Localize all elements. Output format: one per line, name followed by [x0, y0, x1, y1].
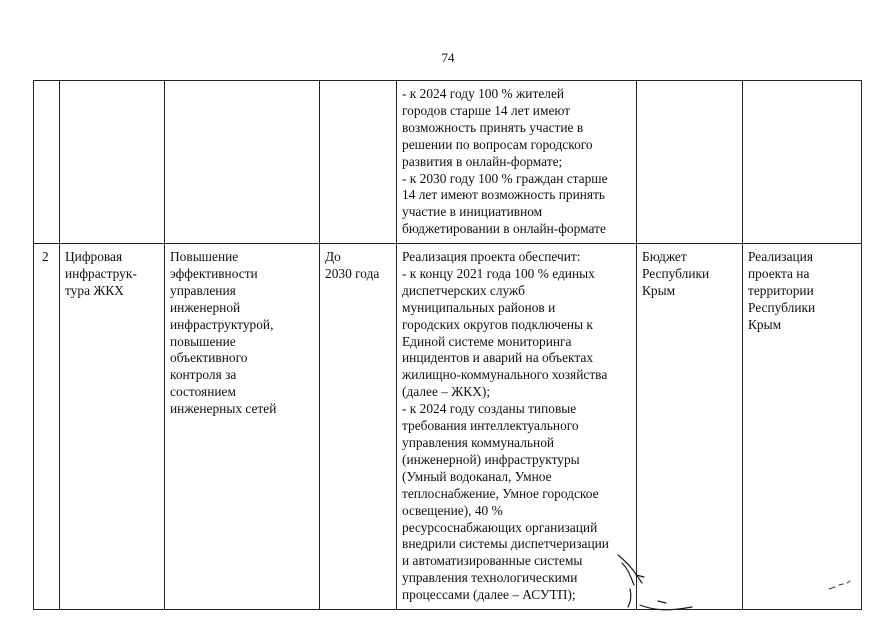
- cell-text-line: Цифровая: [65, 249, 123, 264]
- cell-text-line: инфраструк-: [65, 265, 137, 281]
- cell-text-line: Повышение: [170, 249, 239, 264]
- cell-text-line: Бюджет: [642, 249, 687, 264]
- cell-text-line: управления коммунальной: [402, 434, 555, 450]
- implementation-place-cell: [743, 244, 862, 610]
- table-row: [34, 81, 862, 244]
- cell-text-line: Республики: [748, 299, 816, 315]
- cell-text-line: ресурсоснабжающих организаций: [402, 519, 598, 535]
- row-number-cell: 2: [34, 244, 60, 610]
- row-number-cell: [34, 81, 60, 244]
- cell-text-line: решении по вопросам городского: [402, 136, 593, 152]
- cell-text-line: и автоматизированные системы: [402, 553, 583, 569]
- project-goal-cell: [165, 81, 320, 244]
- project-table: [33, 80, 862, 610]
- cell-text-line: - к концу 2021 года 100 % единых: [402, 265, 595, 281]
- page-number: 74: [441, 50, 455, 65]
- cell-text-line: контроля за: [170, 367, 237, 383]
- cell-text-line: процессами (далее – АСУТП);: [402, 587, 576, 603]
- cell-text-line: 14 лет имеют возможность принять: [402, 187, 606, 203]
- cell-text-line: 2030 года: [325, 265, 380, 281]
- cell-text-line: возможность принять участие в: [402, 119, 584, 135]
- cell-text-line: Реализация: [748, 249, 814, 264]
- cell-text-line: (далее – ЖКХ);: [402, 384, 491, 400]
- cell-text-line: состоянием: [170, 384, 236, 400]
- cell-text-line: Республики: [642, 265, 710, 281]
- funding-source-cell: [637, 244, 743, 610]
- project-term-cell: [320, 81, 397, 244]
- cell-text-line: тура ЖКХ: [65, 282, 124, 298]
- cell-text-line: инфраструктурой,: [170, 316, 274, 332]
- table-row: [34, 244, 862, 610]
- cell-text-line: управления: [170, 282, 236, 298]
- cell-text-line: (инженерной) инфраструктуры: [402, 451, 580, 467]
- implementation-place-cell: [743, 81, 862, 244]
- cell-text-line: муниципальных районов и: [402, 299, 556, 315]
- project-results-cell: [397, 244, 637, 610]
- cell-text-line: До: [325, 249, 341, 264]
- cell-text-line: городских округов подключены к: [402, 316, 593, 332]
- cell-text-line: объективного: [170, 350, 248, 366]
- cell-text-line: повышение: [170, 333, 236, 349]
- cell-text-line: освещение), 40 %: [402, 502, 503, 518]
- cell-text-line: развития в онлайн-формате;: [402, 153, 563, 169]
- cell-text-line: эффективности: [170, 265, 258, 281]
- cell-text-line: (Умный водоканал, Умное: [402, 468, 552, 484]
- cell-text-line: городов старше 14 лет имеют: [402, 102, 571, 118]
- project-name-cell: [60, 81, 165, 244]
- funding-source-cell: [637, 81, 743, 244]
- cell-text-line: бюджетировании в онлайн-формате: [402, 221, 606, 237]
- cell-text-line: Крым: [748, 316, 782, 332]
- cell-text-line: внедрили системы диспетчеризации: [402, 536, 609, 552]
- cell-text-line: жилищно-коммунального хозяйства: [402, 367, 608, 383]
- cell-text-line: - к 2024 году созданы типовые: [402, 401, 577, 417]
- cell-text-line: Единой системе мониторинга: [402, 333, 572, 349]
- cell-text-line: управления технологическими: [402, 570, 578, 586]
- cell-text-line: теплоснабжение, Умное городское: [402, 485, 599, 501]
- cell-text-line: инцидентов и аварий на объектах: [402, 350, 594, 366]
- cell-text-line: проекта на: [748, 265, 810, 281]
- cell-text-line: диспетчерских служб: [402, 282, 525, 298]
- project-goal-cell: [165, 244, 320, 610]
- cell-text-line: требования интеллектуального: [402, 418, 579, 434]
- cell-text-line: Реализация проекта обеспечит:: [402, 249, 581, 264]
- cell-text-line: - к 2030 году 100 % граждан старше: [402, 170, 608, 186]
- cell-text-line: - к 2024 году 100 % жителей: [402, 86, 565, 101]
- cell-text-line: Крым: [642, 282, 676, 298]
- cell-text-line: участие в инициативном: [402, 204, 543, 220]
- project-term-cell: [320, 244, 397, 610]
- cell-text-line: инженерной: [170, 299, 241, 315]
- project-results-cell: [397, 81, 637, 244]
- cell-text-line: инженерных сетей: [170, 401, 277, 417]
- cell-text-line: территории: [748, 282, 814, 298]
- project-name-cell: [60, 244, 165, 610]
